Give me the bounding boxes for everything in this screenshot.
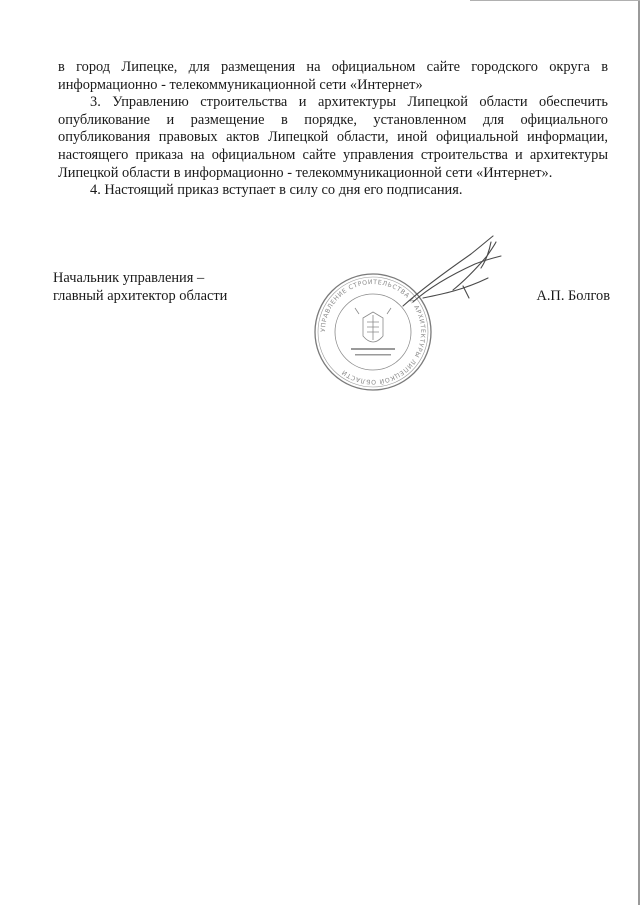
signature-block xyxy=(53,270,613,400)
paragraph-item-4: 4. Настоящий приказ вступает в силу со дня его подписания. xyxy=(90,182,463,199)
signer-title-line-1: Начальник управления – xyxy=(53,270,205,286)
paragraph-item-3: 3. Управлению строительства и архитектуры Липецкой области обеспечить опубликование и размещение в порядке, установленном для официального опубликования правовых актов Липецкой области, иной официальной информации, настоящего приказа на официальном сайте управления строительства и архитектуры Липецкой области в информационно - телекоммуникационной сети «Интернет». xyxy=(58,94,608,181)
page-top-edge xyxy=(470,0,640,1)
seal-ring-text: УПРАВЛЕНИЕ СТРОИТЕЛЬСТВА И АРХИТЕКТУРЫ ЛИПЕЦКОЙ ОБЛАСТИ xyxy=(319,278,427,386)
paragraph-continuation: в город Липецке, для размещения на официальном сайте городского округа в информационно - телекоммуникационной сети «Интернет» xyxy=(58,59,608,93)
signer-name: А.П. Болгов xyxy=(536,288,610,304)
signer-title xyxy=(53,270,227,305)
signer-title-line-2: главный архитектор области xyxy=(53,287,228,304)
document-body xyxy=(58,59,608,200)
handwritten-signature-icon xyxy=(393,228,523,338)
